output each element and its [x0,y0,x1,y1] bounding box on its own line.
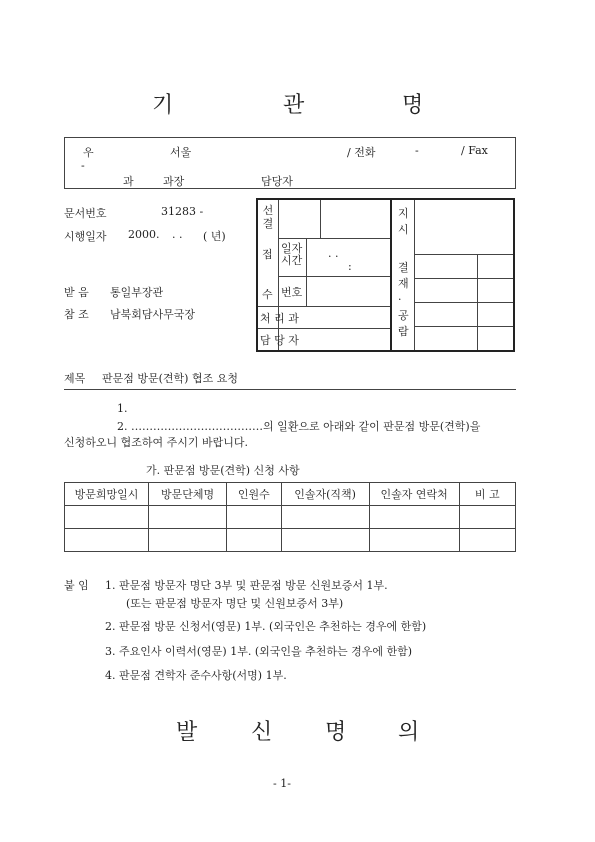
table-cell [459,529,515,552]
phone-dash: - [415,144,419,157]
exec-date-suffix: ( 년) [203,230,226,243]
col-leader: 인솔자(직책) [281,483,369,506]
attachment-item-1: 1. 판문점 방문자 명단 3부 및 판문점 방문 신원보증서 1부. [105,579,388,592]
sun-gyeol-label: 선결 [262,204,274,230]
table-cell [149,529,227,552]
fax-label: / Fax [461,144,488,157]
recipient-label: 받 음 [64,286,89,299]
time-mark: : [348,260,352,273]
exec-date-value: 2000. [128,228,160,241]
number-label: 번호 [281,286,303,299]
sender-char-3: 명 [325,720,347,745]
exec-date-dots: . . [172,228,183,241]
col-leader-contact: 인솔자 연락처 [369,483,459,506]
reference-label: 참 조 [64,308,89,321]
person-in-charge-label: 담당자 [261,175,293,188]
sender-char-4: 의 [398,720,420,745]
table-cell [281,529,369,552]
zip-label: 우 [83,146,94,159]
recipient-value: 통일부장관 [110,286,164,299]
body-item-2-cont: 신청하오니 협조하여 주시기 바랍니다. [64,436,249,449]
sender-char-2: 신 [251,720,273,745]
fax-dash: - [81,159,85,172]
dept-label: 과 [123,175,134,188]
city: 서울 [170,146,192,159]
table-cell [65,506,149,529]
attachments-label: 붙 임 [64,579,89,592]
col-headcount: 인원수 [227,483,281,506]
person-label: 담 당 자 [260,334,299,347]
reference-value: 남북회담사무국장 [110,308,196,321]
address-box [64,137,516,189]
processing-dept-label: 처 리 과 [260,312,299,325]
attachment-item-1-alt: (또는 판문점 방문자 명단 및 신원보증서 3부) [126,597,344,610]
table-cell [65,529,149,552]
doc-no-label: 문서번호 [64,207,107,220]
table-cell [459,506,515,529]
table-cell [227,506,281,529]
body-item-1: 1. [117,402,128,415]
sender-char-1: 발 [176,720,198,745]
table-cell [149,506,227,529]
table-cell [369,529,459,552]
subject-label: 제목 [64,372,86,385]
attachment-item-3: 3. 주요인사 이력서(영문) 1부. (외국인을 추천하는 경우에 한함) [105,645,413,658]
section-a-heading: 가. 판문점 방문(견학) 신청 사항 [146,464,300,477]
col-remarks: 비 고 [459,483,515,506]
table-row [65,529,516,552]
col-visit-date: 방문희망일시 [65,483,149,506]
attachment-item-4: 4. 판문점 견학자 준수사항(서명) 1부. [105,669,287,682]
title-char-2: 관 [283,93,305,118]
date-time-label: 일자 시간 [281,242,303,267]
visit-table-header [65,483,516,506]
attachment-item-2: 2. 판문점 방문 신청서(영문) 1부. (외국인은 추천하는 경우에 한함) [105,620,427,633]
subject-text: 판문점 방문(견학) 협조 요청 [102,372,238,385]
su-label: 수 [262,288,273,301]
jeop-label: 접 [262,248,273,261]
table-cell [369,506,459,529]
subject-divider [64,389,516,390]
phone-label: / 전화 [347,146,376,159]
jisi-label: 지 시 [398,207,409,236]
doc-no-value: 31283 - [161,205,204,218]
title-char-3: 명 [402,93,424,118]
gyeoljae-label: 결 재 · 공 람 [398,261,409,338]
exec-date-label: 시행일자 [64,230,107,243]
col-group-name: 방문단체명 [149,483,227,506]
table-cell [281,506,369,529]
body-item-2: 2. ………………………………의 일환으로 아래와 같이 판문점 방문(견학)을 [117,420,481,433]
table-row [65,506,516,529]
table-cell [227,529,281,552]
page-number: - 1- [273,777,291,790]
visit-table [64,482,516,552]
section-chief-label: 과장 [163,175,185,188]
approval-grid [256,198,515,352]
title-char-1: 기 [152,93,174,118]
date-mark: . . [328,247,339,260]
